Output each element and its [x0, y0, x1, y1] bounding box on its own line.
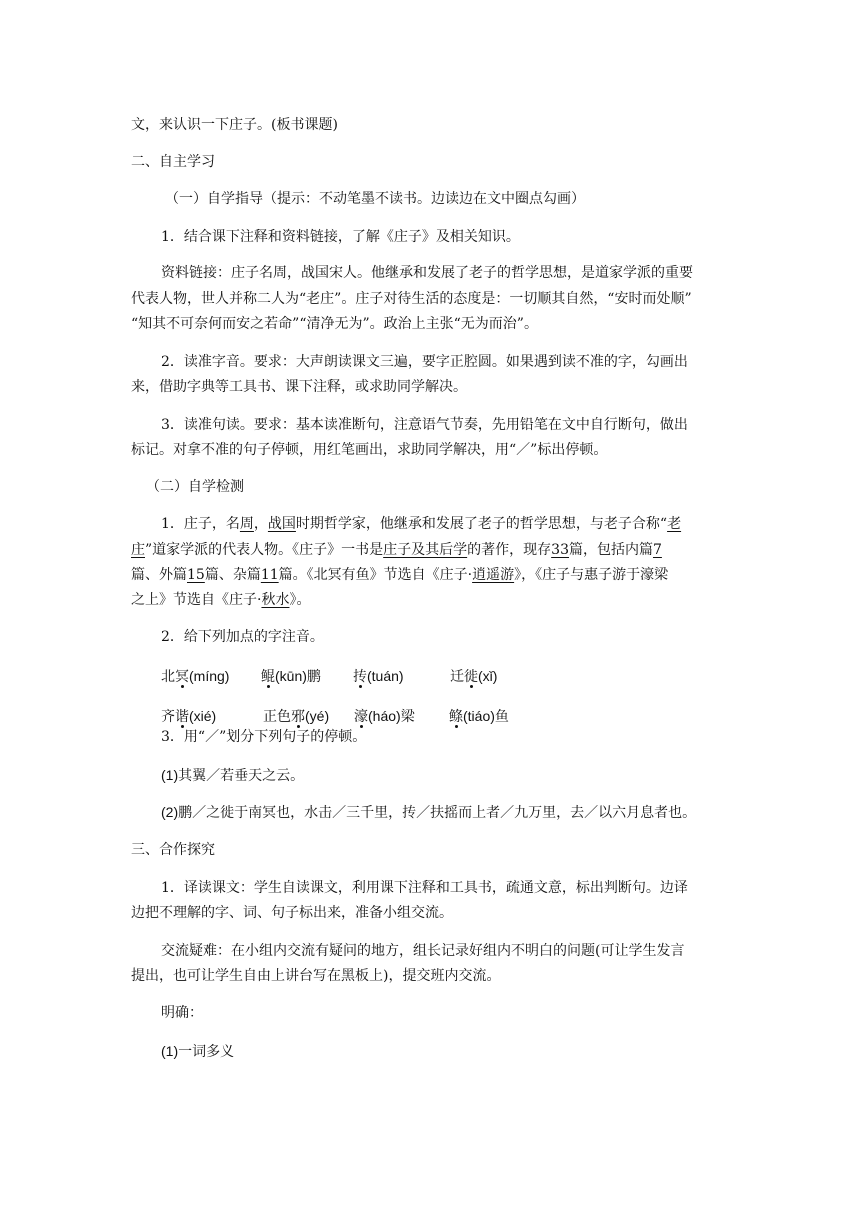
text-line: 2．读准字音。要求：大声朗读课文三遍，要字正腔圆。如果遇到读不准的字，勾画出 [161, 354, 688, 370]
dotted-character: 鲲 [261, 669, 275, 685]
text-run: 鱼 [494, 709, 509, 725]
subsection-heading: （一）自学指导（提示：不动笔墨不读书。边读边在文中圈点勾画） [165, 191, 585, 207]
pinyin-item [450, 661, 497, 692]
text-run: 篇。《北冥有鱼》节选自《庄子· [278, 567, 473, 583]
answer-blank: 11 [260, 567, 279, 583]
text-line: 资料链接：庄子名周，战国宋人。他继承和发展了老子的哲学思想，是道家学派的重要 [161, 265, 693, 281]
answer-blank: 秋水 [261, 592, 290, 608]
list-item [161, 1036, 761, 1067]
text-line: 标记。对拿不准的句子停顿，用红笔画出，求助同学解决，用“／”标出停顿。 [131, 442, 608, 458]
sentence-number: (1) [161, 767, 179, 783]
text-line: 明确： [161, 1005, 203, 1021]
text-line: 文，来认识一下庄子。(板书课题) [131, 117, 338, 133]
pinyin-item [353, 661, 404, 692]
sentence-number: (2) [161, 804, 179, 820]
list-item: 1．结合课下注释和资料链接，了解《庄子》及相关知识。 [161, 229, 520, 245]
pinyin-text: (míng) [189, 668, 230, 684]
text-run: 》，《庄子与惠子游于濠梁 [514, 567, 669, 583]
text-line: 来，借助字典等工具书、课下注释，或求助同学解决。 [131, 379, 467, 395]
pinyin-text: (tiáo) [463, 708, 495, 724]
text-run: 篇、杂篇 [204, 567, 261, 583]
dotted-character: 谐 [175, 709, 189, 725]
answer-blank: 33 [551, 542, 569, 558]
text-run: 梁 [400, 709, 415, 725]
pinyin-text: (kūn) [275, 668, 307, 684]
text-line: 提出，也可让学生自由上讲台写在黑板上)，提交班内交流。 [131, 968, 501, 984]
answer-blank: 7 [652, 542, 662, 558]
pinyin-text: (yé) [305, 708, 330, 724]
text-line: 交流疑难：在小组内交流有疑问的地方，组长记录好组内不明白的问题(可让学生发言 [161, 943, 685, 959]
sentence-item [161, 760, 761, 791]
text-run: 篇、外篇 [131, 567, 187, 583]
dotted-character: 濠 [354, 709, 368, 725]
pinyin-text: (tuán) [367, 668, 404, 684]
text-run: 》。 [289, 592, 311, 608]
text-line: 代表人物，世人并称二人为“老庄”。庄子对待生活的态度是：一切顺其自然，“安时而处顺” [131, 291, 692, 307]
dotted-character: 鲦 [449, 709, 463, 725]
text-run: ， [253, 516, 268, 532]
pinyin-text: (háo) [368, 708, 401, 724]
dotted-character: 邪 [291, 709, 305, 725]
list-item: 2．给下列加点的字注音。 [161, 629, 324, 645]
text-line: 1．译读课文：学生自读课文，利用课下注释和工具书，疏通文意，标出判断句。边译 [161, 880, 688, 896]
answer-blank: 15 [187, 567, 205, 583]
text-run: 1．庄子，名 [161, 516, 240, 532]
dotted-character: 徙 [464, 669, 478, 685]
answer-blank: 庄 [131, 542, 145, 558]
subsection-heading: （二）自学检测 [146, 479, 244, 495]
item-number: (1) [161, 1043, 179, 1059]
section-heading: 三、合作探究 [131, 842, 215, 858]
answer-blank: 周 [239, 516, 254, 532]
list-item: 3．用“／”划分下列句子的停顿。 [161, 729, 367, 745]
dotted-character: 抟 [353, 669, 367, 685]
text-run: 正色 [263, 709, 291, 725]
answer-blank: 战国 [267, 516, 296, 532]
pinyin-item [161, 661, 229, 692]
sentence-item [161, 797, 741, 828]
pinyin-item [261, 661, 321, 692]
text-run: 鹏 [306, 669, 321, 685]
text-run: 北 [161, 669, 175, 685]
section-heading: 二、自主学习 [131, 154, 215, 170]
text-run: ”道家学派的代表人物。《庄子》一书是 [145, 542, 384, 558]
text-run: 之上》节选自《庄子· [131, 592, 262, 608]
pinyin-text: (xǐ) [478, 668, 498, 684]
text-line: “知其不可奈何而安之若命”“清净无为”。政治上主张“无为而治”。 [131, 316, 538, 332]
sentence-text: 其翼／若垂天之云。 [178, 768, 305, 784]
answer-blank: 老 [667, 516, 682, 532]
text-run: 篇，包括内篇 [568, 542, 653, 558]
answer-blank: 庄子及其后学 [383, 542, 468, 558]
answer-blank: 逍遥游 [472, 567, 515, 583]
text-line [131, 585, 731, 615]
text-run: 时期哲学家，他继承和发展了老子的哲学思想，与老子合称“ [295, 516, 668, 532]
text-line: 边把不理解的字、词、句子标出来，准备小组交流。 [131, 905, 453, 921]
text-run: 迁 [450, 669, 464, 685]
text-line: 3．读准句读。要求：基本读准断句，注意语气节奏，先用铅笔在文中自行断句，做出 [161, 417, 688, 433]
dotted-character: 冥 [175, 669, 189, 685]
text-run: 齐 [161, 709, 175, 725]
text-run: 的著作，现存 [467, 542, 552, 558]
item-text: 一词多义 [178, 1044, 235, 1060]
sentence-text: 鹏／之徙于南冥也，水击／三千里，抟／扶摇而上者／九万里，去／以六月息者也。 [178, 805, 697, 821]
pinyin-text: (xié) [189, 708, 217, 724]
